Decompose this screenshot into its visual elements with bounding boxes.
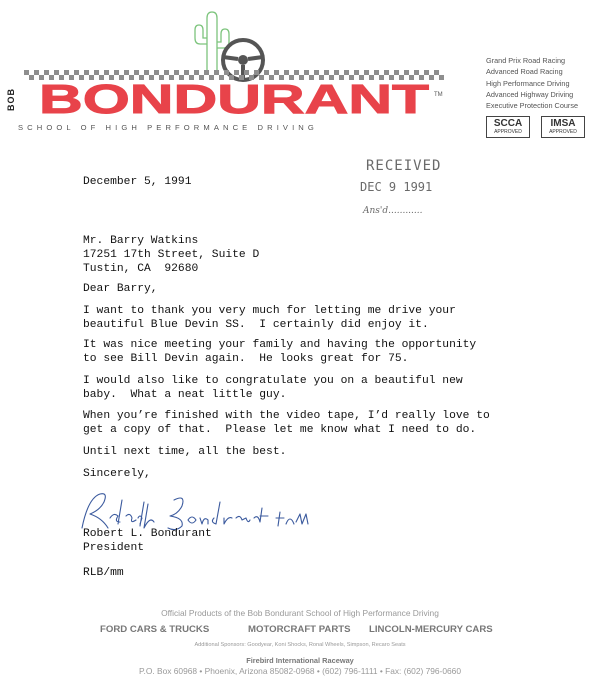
checker-square xyxy=(424,70,429,75)
checker-square xyxy=(84,70,89,75)
paragraph-line: Until next time, all the best. xyxy=(83,446,287,458)
checker-square xyxy=(324,70,329,75)
program-item: Advanced Road Racing xyxy=(486,67,563,77)
recipient-name: Mr. Barry Watkins xyxy=(83,235,199,247)
footer-sponsors: Additional Sponsors: Goodyear, Koni Shocks, Ronal Wheels, Simpson, Recaro Seats xyxy=(194,642,406,648)
checker-square xyxy=(404,70,409,75)
letter-date: December 5, 1991 xyxy=(83,176,192,188)
checker-square xyxy=(74,70,79,75)
footer-brand: LINCOLN-MERCURY CARS xyxy=(369,624,493,635)
footer-brands xyxy=(0,624,600,638)
checker-square xyxy=(24,70,29,75)
checker-square xyxy=(194,70,199,75)
paragraph-line: I would also like to congratulate you on a beautiful new xyxy=(83,375,463,387)
checker-square xyxy=(414,70,419,75)
checker-square xyxy=(314,70,319,75)
checker-square xyxy=(54,70,59,75)
footer-brand: MOTORCRAFT PARTS xyxy=(248,624,351,635)
trademark: TM xyxy=(434,92,443,98)
checker-square xyxy=(174,70,179,75)
stamp-answered: Ans'd............ xyxy=(363,206,423,216)
program-item: Grand Prix Road Racing xyxy=(486,56,566,65)
program-item: Advanced Highway Driving xyxy=(486,89,574,99)
bondurant-logo xyxy=(14,10,464,140)
closing: Sincerely, xyxy=(83,468,151,480)
programs-list xyxy=(486,55,596,111)
paragraph-line: I want to thank you very much for letting me drive your xyxy=(83,305,456,317)
checker-square xyxy=(274,70,279,75)
program-item: Executive Protection Course xyxy=(486,101,579,111)
checker-square xyxy=(134,70,139,75)
checker-square xyxy=(374,70,379,75)
checker-square xyxy=(214,70,219,75)
checker-square xyxy=(94,70,99,75)
checker-square xyxy=(354,70,359,75)
paragraph-line: get a copy of that. Please let me know what I need to do. xyxy=(83,424,477,436)
salutation: Dear Barry, xyxy=(83,283,158,295)
paragraph-line: When you’re finished with the video tape, I’d really love to xyxy=(83,410,490,422)
checker-square xyxy=(164,70,169,75)
checker-square xyxy=(429,75,434,80)
stamp-received: RECEIVED xyxy=(366,158,442,174)
checker-square xyxy=(264,70,269,75)
checker-square xyxy=(114,70,119,75)
checker-square xyxy=(234,70,239,75)
paragraph-line: beautiful Blue Devin SS. I certainly did enjoy it. xyxy=(83,319,429,331)
checker-square xyxy=(124,70,129,75)
signer-name: Robert L. Bondurant xyxy=(83,528,212,540)
checker-square xyxy=(224,70,229,75)
checker-square xyxy=(284,70,289,75)
typist-initials: RLB/mm xyxy=(83,567,124,579)
paragraph-line: to see Bill Devin again. He looks great for 75. xyxy=(83,353,409,365)
checker-square xyxy=(204,70,209,75)
checker-square xyxy=(334,70,339,75)
received-stamp xyxy=(330,150,460,240)
checker-square xyxy=(44,70,49,75)
checker-square xyxy=(244,70,249,75)
recipient-city: Tustin, CA 92680 xyxy=(83,263,199,275)
footer-raceway: Firebird International Raceway xyxy=(246,656,354,665)
checker-square xyxy=(64,70,69,75)
footer-address: P.O. Box 60968 • Phoenix, Arizona 85082-0968 • (602) 796-1111 • Fax: (602) 796-0660 xyxy=(139,666,461,676)
brand-name: BONDURANT xyxy=(39,76,429,122)
checker-square xyxy=(364,70,369,75)
checker-square xyxy=(29,75,34,80)
signer-title: President xyxy=(83,542,145,554)
checker-square xyxy=(439,75,444,80)
brand-tagline: SCHOOL OF HIGH PERFORMANCE DRIVING xyxy=(18,123,318,132)
recipient-street: 17251 17th Street, Suite D xyxy=(83,249,260,261)
checker-square xyxy=(394,70,399,75)
program-item: High Performance Driving xyxy=(486,78,570,88)
checker-square xyxy=(304,70,309,75)
checker-square xyxy=(34,70,39,75)
imsa-badge: IMSA APPROVED xyxy=(541,116,585,138)
footer-official: Official Products of the Bob Bondurant School of High Performance Driving xyxy=(161,608,439,618)
brand-first-name: BOB xyxy=(6,88,16,112)
checker-square xyxy=(384,70,389,75)
checker-square xyxy=(104,70,109,75)
checker-square xyxy=(254,70,259,75)
paragraph-line: It was nice meeting your family and having the opportunity xyxy=(83,339,477,351)
footer-brand: FORD CARS & TRUCKS xyxy=(100,624,210,635)
stamp-date: DEC 9 1991 xyxy=(360,180,433,194)
checker-square xyxy=(184,70,189,75)
checker-square xyxy=(154,70,159,75)
checker-square xyxy=(434,70,439,75)
scca-badge: SCCA APPROVED xyxy=(486,116,530,138)
checker-square xyxy=(294,70,299,75)
paragraph-line: baby. What a neat little guy. xyxy=(83,389,287,401)
checker-square xyxy=(144,70,149,75)
checker-square xyxy=(344,70,349,75)
